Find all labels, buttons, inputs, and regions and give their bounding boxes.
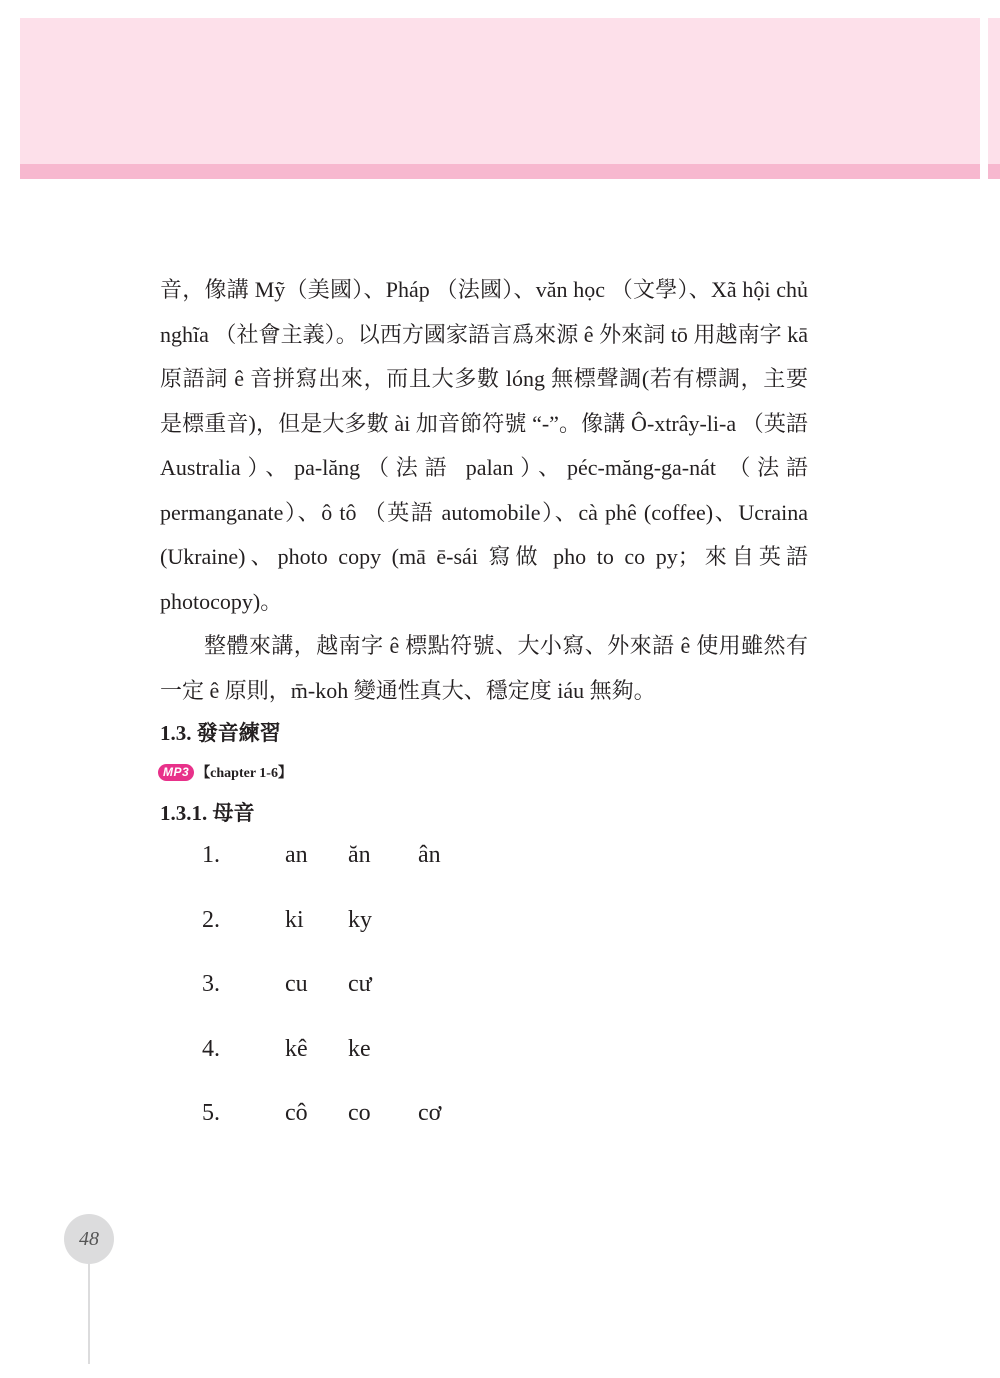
header-stripe — [20, 164, 980, 179]
vowel-word: ăn — [348, 842, 371, 868]
vowel-word: ki — [285, 906, 304, 933]
vowel-word: kê — [285, 1035, 308, 1062]
vowel-word: ke — [348, 1035, 371, 1062]
row-number: 1. — [202, 842, 220, 868]
row-number: 4. — [202, 1035, 220, 1062]
vowel-word: ky — [348, 906, 372, 933]
vowel-word: co — [348, 1100, 371, 1126]
section-title: 1.3. 發音練習 — [160, 721, 281, 745]
vowel-word: cư — [348, 971, 372, 997]
row-number: 2. — [202, 906, 220, 933]
vowel-row — [202, 1036, 481, 1101]
vowel-word: cu — [285, 971, 308, 997]
paragraph-2: 整體來講，越南字 ê 標點符號、大小寫、外來語 ê 使用雖然有一定 ê 原則，m̄-koh 變通性真大、穩定度 iáu 無夠。 — [160, 633, 808, 703]
vowel-list — [202, 842, 481, 1165]
header-band — [20, 18, 980, 164]
page-number: 48 — [64, 1214, 114, 1264]
vowel-word: cô — [285, 1100, 308, 1126]
audio-reference — [158, 762, 292, 782]
vowel-row — [202, 971, 481, 1036]
page-number-line — [88, 1264, 90, 1364]
paragraph-1: 音，像講 Mỹ（美國）、Pháp （法國）、văn học （文學）、Xã hội chủ nghĩa （社會主義）。以西方國家語言爲來源 ê 外來詞 tō 用越南字 kā 原語詞 ê 音拼寫出來，而且大多數 lóng 無標聲調(若有標調，主要是標重音)，但是大多數 ài 加音節符號 “-”。像講 Ô-xtrây-li-a （英語 Australia）、pa-lăng（法語 palan）、péc-măng-ga-nát （法語 permanganate）、ô tô （英語 automobile）、cà phê (coffee)、Ucraina (Ukraine)、photo copy (mā ē-sái 寫做 pho to co py；來自英語 photocopy)。 — [160, 277, 808, 614]
row-number: 3. — [202, 971, 220, 997]
header-edge — [988, 18, 1000, 164]
vowel-word: ân — [418, 842, 441, 868]
body-text — [160, 268, 808, 713]
chapter-reference: 【chapter 1-6】 — [196, 766, 292, 781]
vowel-word: cơ — [418, 1100, 442, 1126]
mp3-icon: MP3 — [158, 764, 194, 781]
subsection-title: 1.3.1. 母音 — [160, 801, 255, 825]
vowel-row — [202, 907, 481, 972]
vowel-word: an — [285, 842, 308, 868]
row-number: 5. — [202, 1100, 220, 1126]
vowel-row — [202, 842, 481, 907]
header-edge-stripe — [988, 164, 1000, 179]
vowel-row — [202, 1100, 481, 1165]
